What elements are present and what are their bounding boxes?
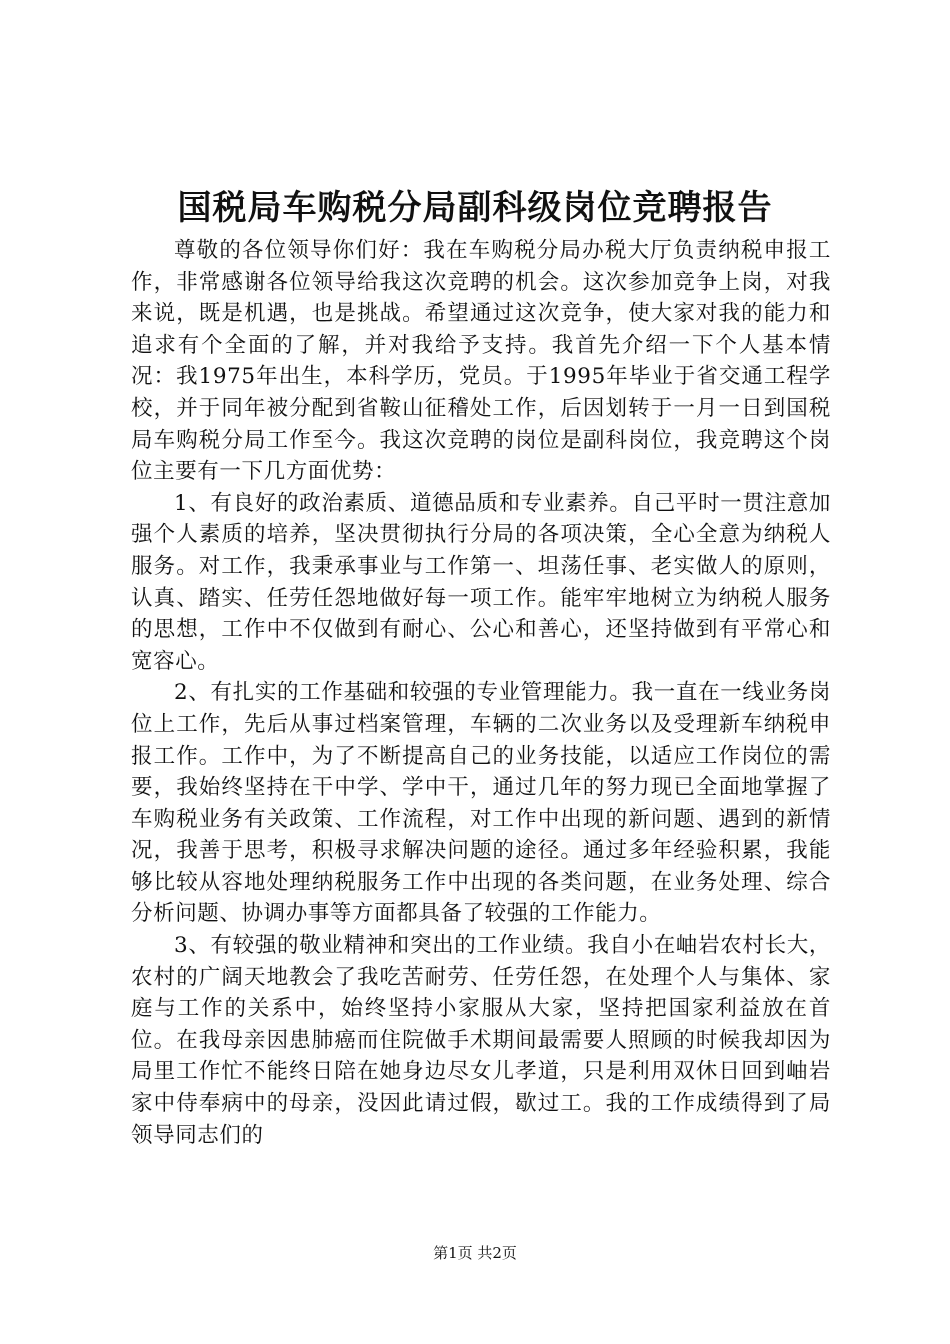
paragraph-intro: 尊敬的各位领导你们好：我在车购税分局办税大厅负责纳税申报工作，非常感谢各位领导给我这次竞聘的机会。这次参加竞争上岗，对我来说，既是机遇，也是挑战。希望通过这次竞争，使大家对我的能力和追求有个全面的了解，并对我给予支持。我首先介绍一下个人基本情况：我1975年出生，本科学历，党员。于1995年毕业于省交通工程学校，并于同年被分配到省鞍山征稽处工作，后因划转于一月一日到国税局车购税分局工作至今。我这次竞聘的岗位是副科岗位，我竞聘这个岗位主要有一下几方面优势： [131,238,831,485]
paragraph-point-2: 2、有扎实的工作基础和较强的专业管理能力。我一直在一线业务岗位上工作，先后从事过档案管理，车辆的二次业务以及受理新车纳税申报工作。工作中，为了不断提高自己的业务技能，以适应工作岗位的需要，我始终坚持在干中学、学中干，通过几年的努力现已全面地掌握了车购税业务有关政策、工作流程，对工作中出现的新问题、遇到的新情况，我善于思考，积极寻求解决问题的途径。通过多年经验积累，我能够比较从容地处理纳税服务工作中出现的各类问题，在业务处理、综合分析问题、协调办事等方面都具备了较强的工作能力。 [131,680,831,927]
paragraph-point-1: 1、有良好的政治素质、道德品质和专业素养。自己平时一贯注意加强个人素质的培养，坚决贯彻执行分局的各项决策，全心全意为纳税人服务。对工作，我秉承事业与工作第一、坦荡任事、老实做人的原则，认真、踏实、任劳任怨地做好每一项工作。能牢牢地树立为纳税人服务的思想，工作中不仅做到有耐心、公心和善心，还坚持做到有平常心和宽容心。 [131,490,831,674]
document-title: 国税局车购税分局副科级岗位竞聘报告 [177,188,773,228]
document-body [131,235,831,1151]
page-footer: 第1页 共2页 [433,1244,517,1262]
paragraph-point-3: 3、有较强的敬业精神和突出的工作业绩。我自小在岫岩农村长大，农村的广阔天地教会了我吃苦耐劳、任劳任怨，在处理个人与集体、家庭与工作的关系中，始终坚持小家服从大家，坚持把国家利益放在首位。在我母亲因患肺癌而住院做手术期间最需要人照顾的时候我却因为局里工作忙不能终日陪在她身边尽女儿孝道，只是利用双休日回到岫岩家中侍奉病中的母亲，没因此请过假，歇过工。我的工作成绩得到了局领导同志们的 [131,933,831,1148]
